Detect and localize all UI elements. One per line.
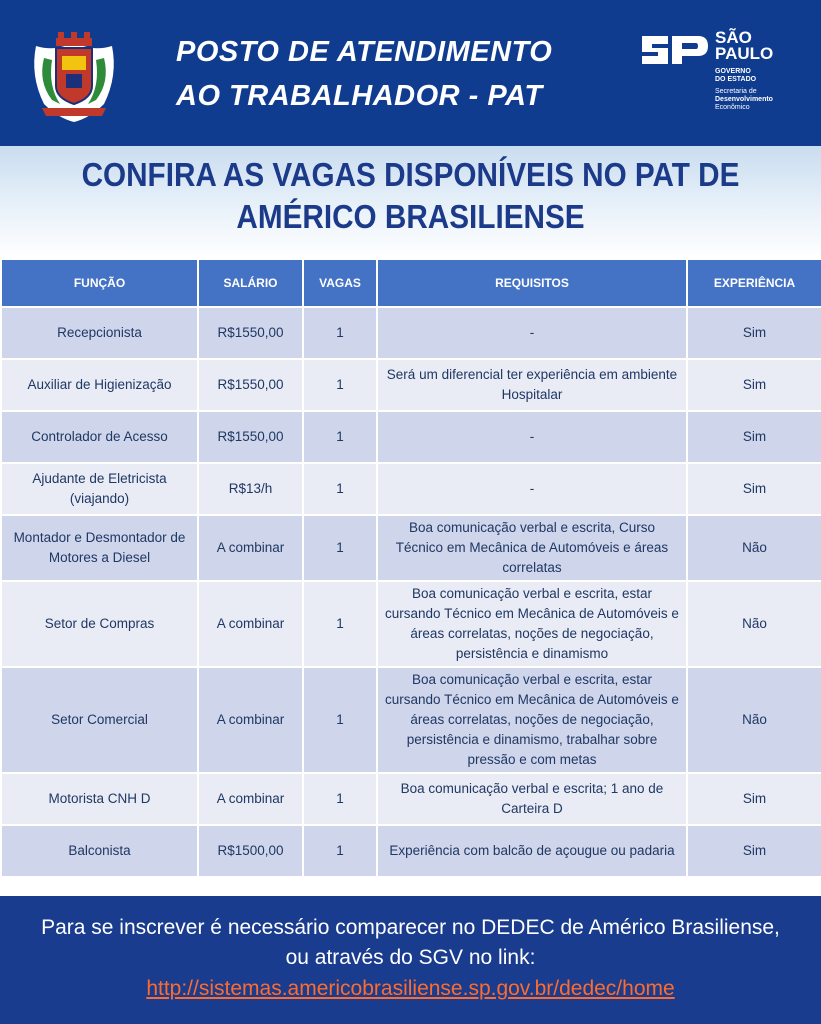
cell-requisitos: Boa comunicação verbal e escrita, estar cursando Técnico em Mecânica de Automóveis e áreas correlatas, noções de negociação, persistência e dinamismo, trabalhar sobre pressão e com metas: [377, 667, 687, 773]
cell-vagas: 1: [303, 359, 377, 411]
sp-logo-secretaria: [715, 88, 773, 112]
cell-salario: R$13/h: [198, 463, 303, 515]
cell-requisitos: -: [377, 411, 687, 463]
cell-experiencia: Sim: [687, 411, 821, 463]
cell-requisitos: Boa comunicação verbal e escrita, estar cursando Técnico em Mecânica de Automóveis e áreas correlatas, noções de negociação, persistência e dinamismo: [377, 581, 687, 667]
sp-logo-name-line1: SÃO: [715, 28, 752, 47]
cell-salario: R$1550,00: [198, 411, 303, 463]
sao-paulo-logo: [640, 30, 810, 120]
sp-logo-icon: [640, 32, 710, 68]
header-salario: SALÁRIO: [198, 259, 303, 307]
cell-funcao: Auxiliar de Higienização: [1, 359, 198, 411]
page-subtitle-line1: CONFIRA AS VAGAS DISPONÍVEIS NO PAT DE: [81, 156, 740, 193]
cell-funcao: Recepcionista: [1, 307, 198, 359]
cell-funcao: Montador e Desmontador de Motores a Diesel: [1, 515, 198, 581]
cell-salario: A combinar: [198, 667, 303, 773]
cell-vagas: 1: [303, 581, 377, 667]
header-title-line1: POSTO DE ATENDIMENTO: [176, 36, 553, 68]
cell-experiencia: Sim: [687, 773, 821, 825]
table-row: [1, 825, 821, 877]
sp-logo-name-line2: PAULO: [715, 44, 774, 63]
header-title: [176, 30, 616, 118]
cell-experiencia: Sim: [687, 307, 821, 359]
cell-requisitos: Experiência com balcão de açougue ou padaria: [377, 825, 687, 877]
cell-requisitos: Boa comunicação verbal e escrita; 1 ano de Carteira D: [377, 773, 687, 825]
cell-vagas: 1: [303, 411, 377, 463]
cell-vagas: 1: [303, 515, 377, 581]
footer-line1: Para se inscrever é necessário comparecer no DEDEC de Américo Brasiliense,: [41, 916, 780, 939]
table-row: [1, 773, 821, 825]
cell-experiencia: Não: [687, 515, 821, 581]
cell-salario: R$1500,00: [198, 825, 303, 877]
cell-salario: A combinar: [198, 773, 303, 825]
cell-experiencia: Não: [687, 581, 821, 667]
sp-logo-sec-line3: Econômico: [715, 104, 750, 111]
footer-banner: [0, 896, 821, 1024]
page-subtitle: [41, 154, 780, 238]
table-row: [1, 411, 821, 463]
sp-logo-governo: [715, 68, 756, 84]
cell-requisitos: Boa comunicação verbal e escrita, Curso Técnico em Mecânica de Automóveis e áreas correlatas: [377, 515, 687, 581]
table-row: [1, 307, 821, 359]
table-row: [1, 463, 821, 515]
cell-vagas: 1: [303, 463, 377, 515]
cell-funcao: Ajudante de Eletricista (viajando): [1, 463, 198, 515]
sp-logo-sec-line1: Secretaria de: [715, 88, 757, 95]
table-header-row: [1, 259, 821, 307]
header-requisitos: REQUISITOS: [377, 259, 687, 307]
cell-experiencia: Sim: [687, 359, 821, 411]
cell-vagas: 1: [303, 667, 377, 773]
sp-logo-name: [715, 30, 773, 62]
sp-logo-sec-line2: Desenvolvimento: [715, 96, 773, 103]
header-banner: [0, 0, 821, 146]
cell-salario: R$1550,00: [198, 307, 303, 359]
cell-experiencia: Não: [687, 667, 821, 773]
cell-requisitos: Será um diferencial ter experiência em ambiente Hospitalar: [377, 359, 687, 411]
city-crest-icon: [22, 24, 126, 128]
registration-link[interactable]: http://sistemas.americobrasiliense.sp.gov.br/dedec/home: [146, 977, 675, 1000]
cell-salario: A combinar: [198, 515, 303, 581]
cell-funcao: Controlador de Acesso: [1, 411, 198, 463]
cell-experiencia: Sim: [687, 825, 821, 877]
table-row: [1, 581, 821, 667]
cell-vagas: 1: [303, 825, 377, 877]
header-vagas: VAGAS: [303, 259, 377, 307]
cell-vagas: 1: [303, 307, 377, 359]
table-row: [1, 515, 821, 581]
table-row: [1, 359, 821, 411]
footer-line2: ou através do SGV no link:: [285, 946, 536, 969]
header-funcao: FUNÇÃO: [1, 259, 198, 307]
footer-text: [0, 913, 821, 1005]
cell-salario: R$1550,00: [198, 359, 303, 411]
cell-salario: A combinar: [198, 581, 303, 667]
cell-funcao: Setor de Compras: [1, 581, 198, 667]
cell-funcao: Motorista CNH D: [1, 773, 198, 825]
sp-logo-gov-line1: GOVERNO: [715, 68, 751, 75]
header-experiencia: EXPERIÊNCIA: [687, 259, 821, 307]
cell-funcao: Setor Comercial: [1, 667, 198, 773]
table-row: [1, 667, 821, 773]
cell-funcao: Balconista: [1, 825, 198, 877]
cell-vagas: 1: [303, 773, 377, 825]
cell-requisitos: -: [377, 463, 687, 515]
cell-experiencia: Sim: [687, 463, 821, 515]
header-title-line2: AO TRABALHADOR - PAT: [176, 80, 543, 112]
cell-requisitos: -: [377, 307, 687, 359]
page-subtitle-line2: AMÉRICO BRASILIENSE: [236, 198, 585, 235]
jobs-table: [0, 258, 821, 878]
sp-logo-gov-line2: DO ESTADO: [715, 76, 757, 83]
